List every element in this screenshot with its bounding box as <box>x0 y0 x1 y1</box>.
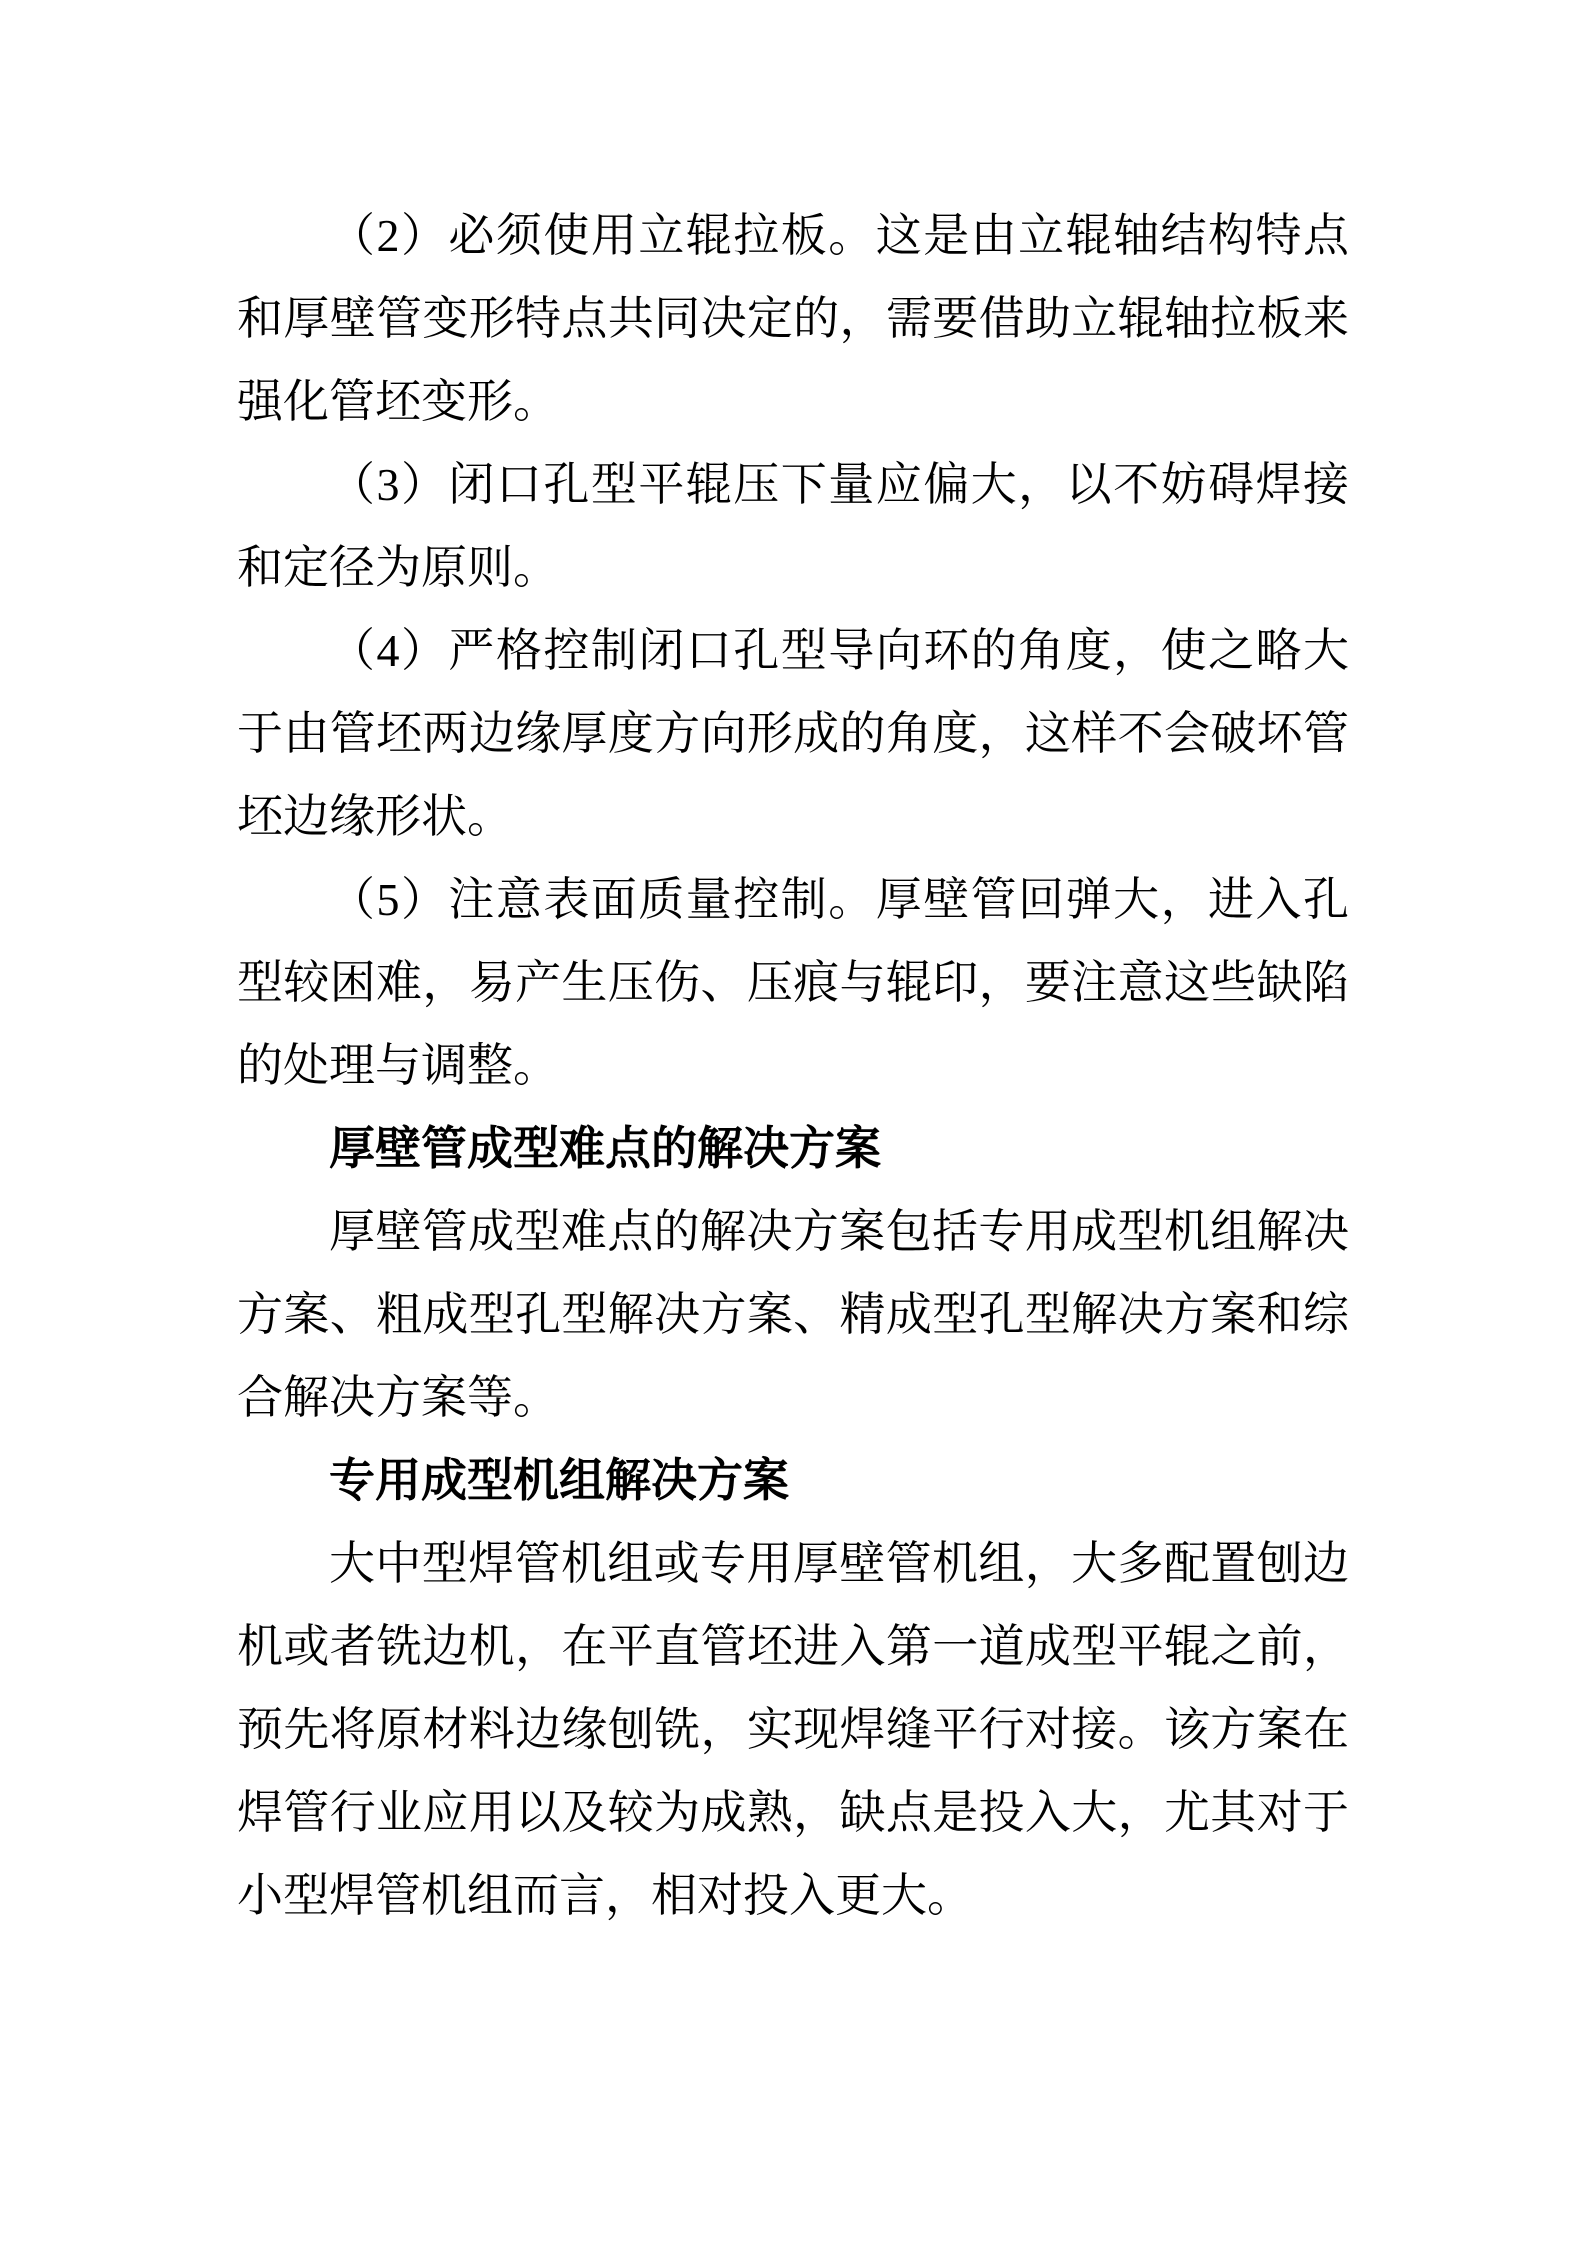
paragraph-dedicated-unit-details: 大中型焊管机组或专用厚壁管机组，大多配置刨边机或者铣边机，在平直管坯进入第一道成型平辊之前，预先将原材料边缘刨铣，实现焊缝平行对接。该方案在焊管行业应用以及较为成熟，缺点是投入大，尤其对于小型焊管机组而言，相对投入更大。 <box>237 1538 1349 1921</box>
paragraph-item-3: （3）闭口孔型平辊压下量应偏大，以不妨碍焊接和定径为原则。 <box>237 459 1349 593</box>
heading-dedicated-forming-unit-solution: 专用成型机组解决方案 <box>329 1455 789 1506</box>
paragraph-item-4: （4）严格控制闭口孔型导向环的角度，使之略大于由管坯两边缘厚度方向形成的角度，这样不会破坏管坯边缘形状。 <box>237 625 1349 842</box>
heading-forming-difficulty-solutions: 厚壁管成型难点的解决方案 <box>329 1123 881 1174</box>
document-text-block <box>237 194 1349 1937</box>
paragraph-item-2: （2）必须使用立辊拉板。这是由立辊轴结构特点和厚壁管变形特点共同决定的，需要借助立辊轴拉板来强化管坯变形。 <box>237 210 1349 427</box>
paragraph-item-5: （5）注意表面质量控制。厚壁管回弹大，进入孔型较困难，易产生压伤、压痕与辊印，要注意这些缺陷的处理与调整。 <box>237 874 1349 1091</box>
paragraph-solutions-overview: 厚壁管成型难点的解决方案包括专用成型机组解决方案、粗成型孔型解决方案、精成型孔型解决方案和综合解决方案等。 <box>237 1206 1349 1423</box>
